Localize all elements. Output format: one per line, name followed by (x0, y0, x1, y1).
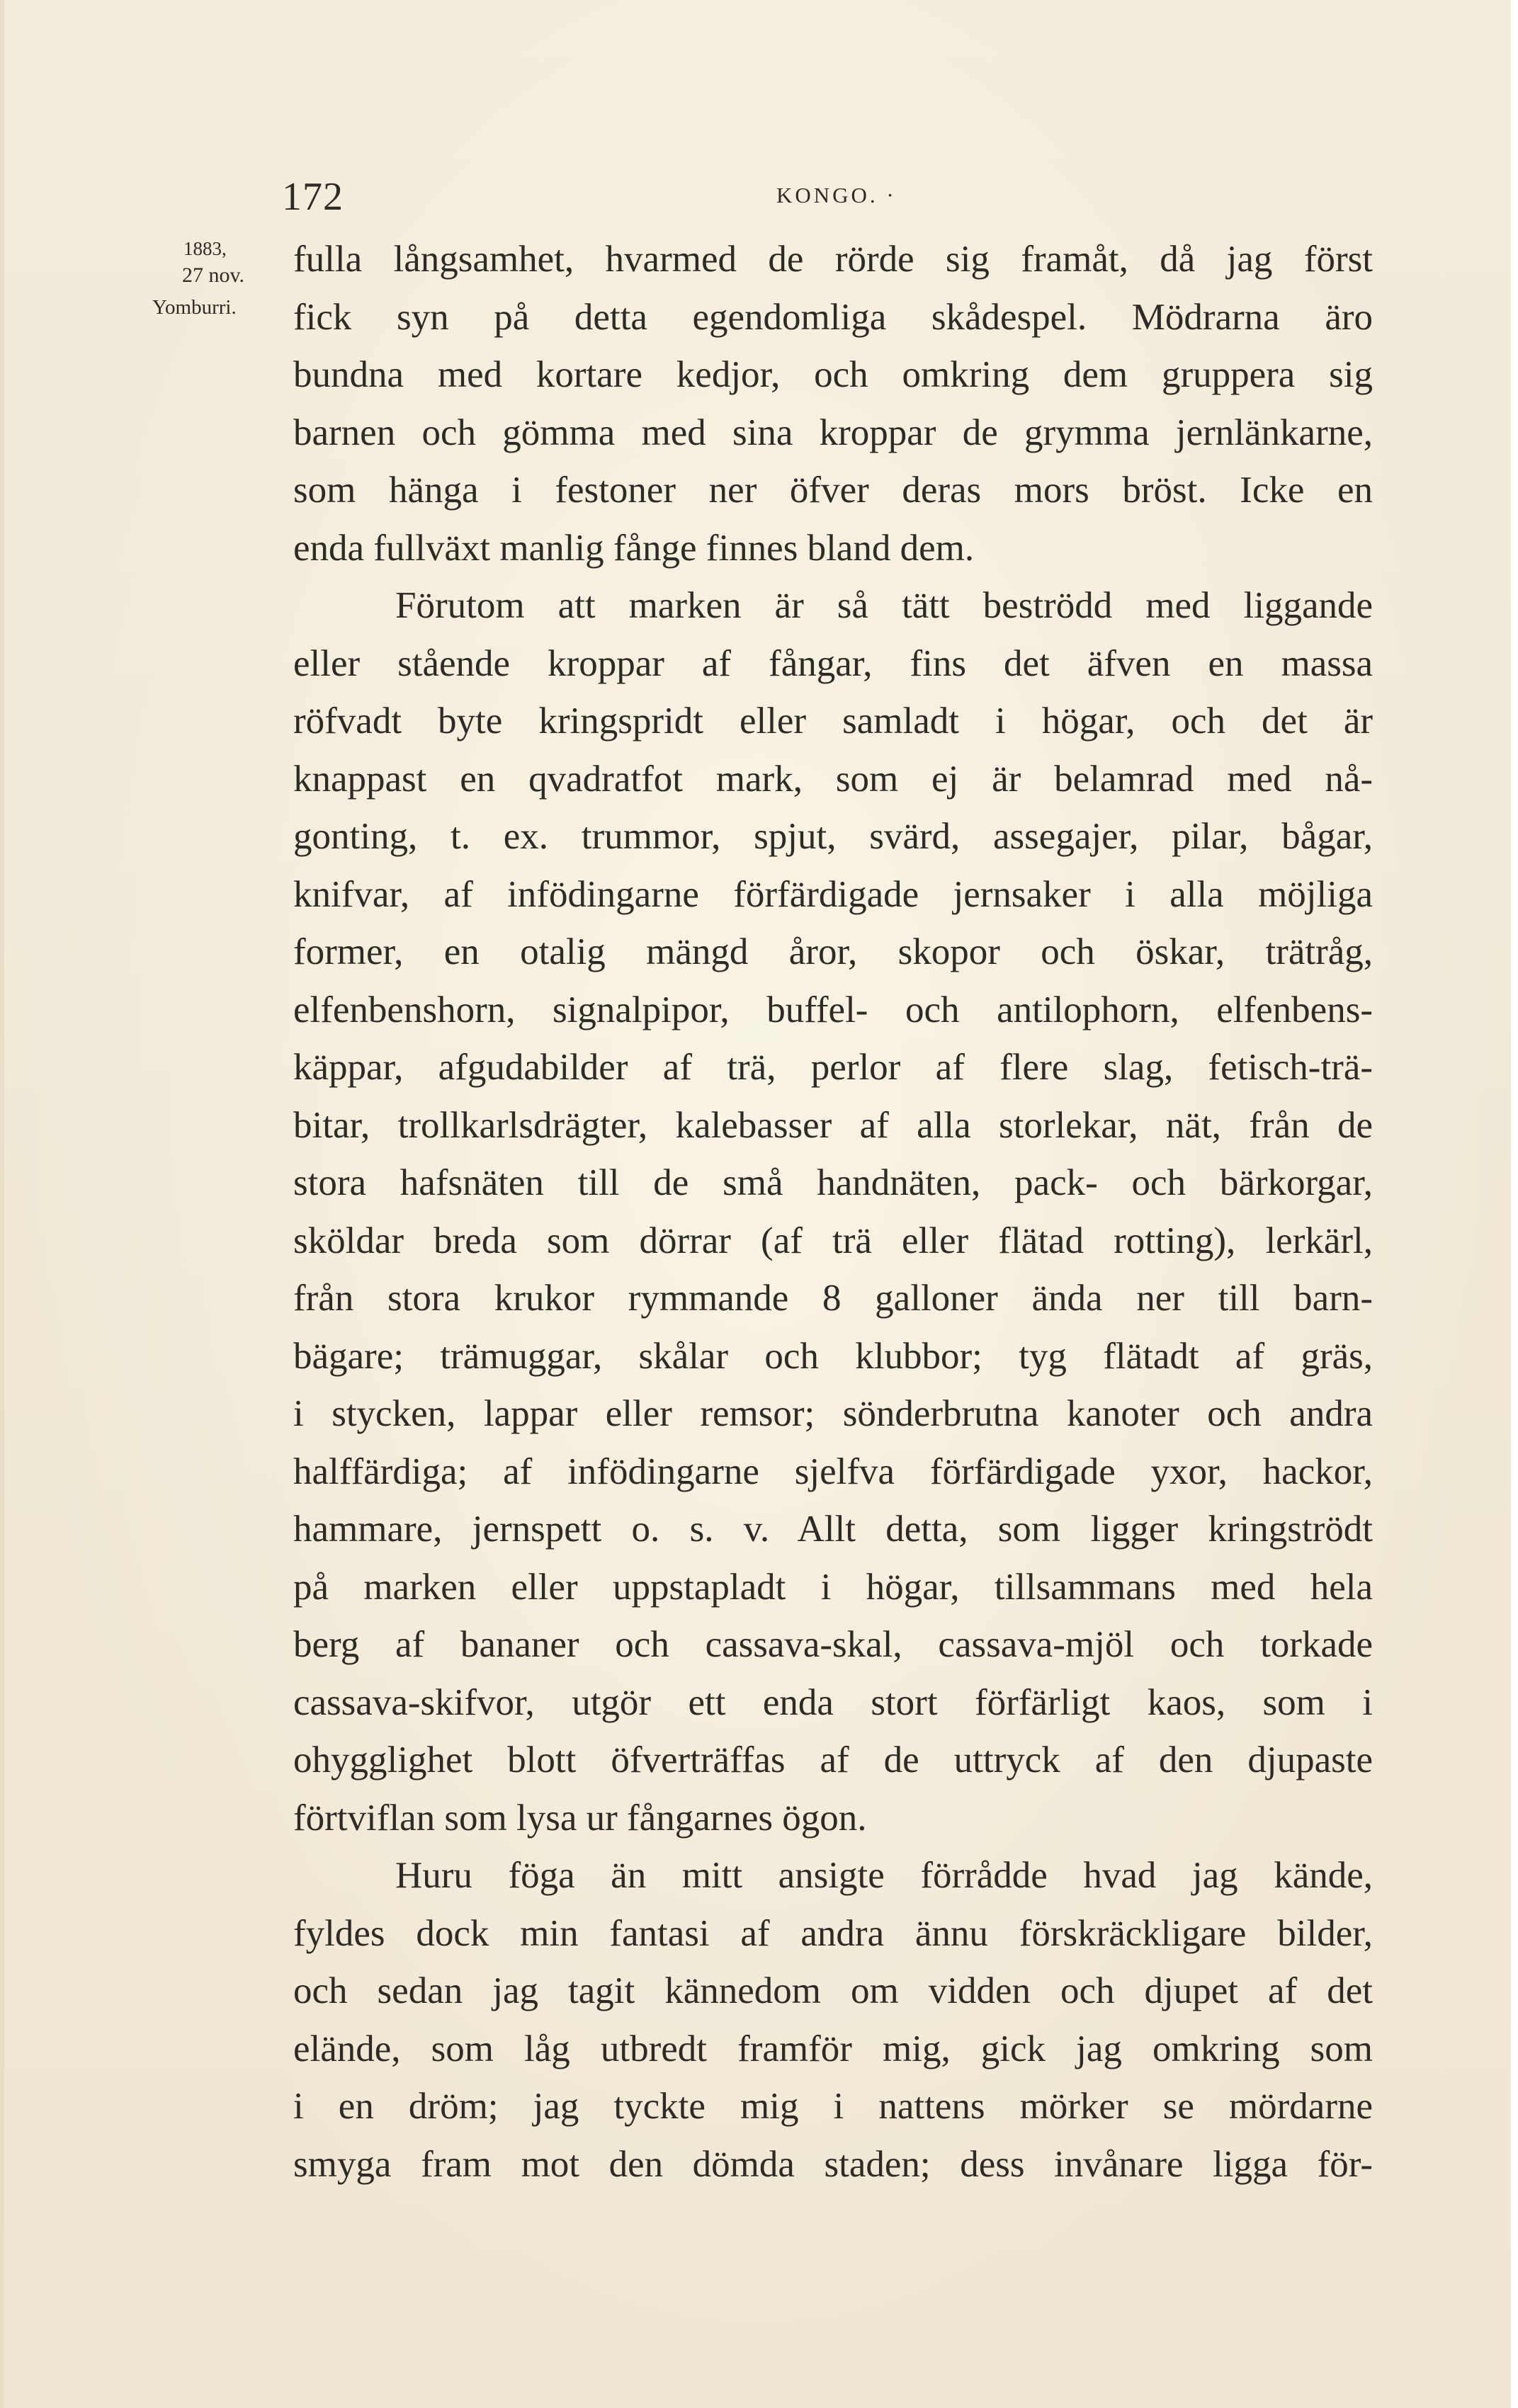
text-line: halffärdiga; af infödingarne sjelfva förfärdigade yxor, hackor, (293, 1450, 1373, 1492)
text-line: elände, som låg utbredt framför mig, gick jag omkring som (293, 2028, 1373, 2069)
text-line: på marken eller uppstapladt i högar, tillsammans med hela (293, 1566, 1373, 1608)
margin-note-place: Yomburri. (152, 296, 237, 319)
text-line: barnen och gömma med sina kroppar de grymma jernlänkarne, (293, 411, 1373, 453)
text-line: stora hafsnäten till de små handnäten, pack- och bärkorgar, (293, 1162, 1373, 1203)
text-line: bitar, trollkarlsdrägter, kalebasser af alla storlekar, nät, från de (293, 1104, 1373, 1146)
text-line: förtviflan som lysa ur fångarnes ögon. (293, 1797, 867, 1839)
text-line: som hänga i festoner ner öfver deras mors bröst. Icke en (293, 470, 1373, 511)
page-edge-left (0, 0, 4, 2408)
text-line: Förutom att marken är så tätt beströdd med liggande (395, 585, 1373, 626)
text-line: former, en otalig mängd åror, skopor och öskar, trätråg, (293, 931, 1373, 972)
text-line: käppar, afgudabilder af trä, perlor af flere slag, fetisch-trä- (293, 1047, 1373, 1088)
text-line: bägare; trämuggar, skålar och klubbor; tyg flätadt af gräs, (293, 1335, 1373, 1377)
margin-note-year: 1883, (183, 238, 227, 259)
page-number: 172 (282, 175, 344, 219)
text-line: knappast en qvadratfot mark, som ej är belamrad med nå- (293, 758, 1373, 800)
text-line: från stora krukor rymmande 8 galloner ända ner till barn- (293, 1278, 1373, 1319)
margin-note (152, 235, 294, 321)
text-line: fyldes dock min fantasi af andra ännu förskräckligare bilder, (293, 1912, 1373, 1954)
text-line: i en dröm; jag tyckte mig i nattens mörker se mördarne (293, 2086, 1373, 2127)
text-line: sköldar breda som dörrar (af trä eller flätad rotting), lerkärl, (293, 1220, 1373, 1261)
body-text (293, 231, 1373, 2193)
text-line: röfvadt byte kringspridt eller samladt i högar, och det är (293, 700, 1373, 742)
text-line: ohygglighet blott öfverträffas af de uttryck af den djupaste (293, 1739, 1373, 1781)
text-line: hammare, jernspett o. s. v. Allt detta, som ligger kringströdt (293, 1509, 1373, 1550)
text-line: enda fullväxt manlig fånge finnes bland dem. (293, 527, 975, 569)
text-line: Huru föga än mitt ansigte förrådde hvad jag kände, (395, 1855, 1373, 1896)
text-line: smyga fram mot den dömda staden; dess invånare ligga för- (293, 2143, 1373, 2185)
text-line: och sedan jag tagit kännedom om vidden och djupet af det (293, 1970, 1373, 2011)
text-line: berg af bananer och cassava-skal, cassava-mjöl och torkade (293, 1624, 1373, 1665)
text-line: cassava-skifvor, utgör ett enda stort förfärligt kaos, som i (293, 1681, 1373, 1723)
text-line: bundna med kortare kedjor, och omkring dem gruppera sig (293, 354, 1373, 395)
margin-note-date: 27 nov. (182, 263, 245, 287)
text-line: fulla långsamhet, hvarmed de rörde sig framåt, då jag först (293, 239, 1373, 280)
running-head: KONGO. · (776, 183, 897, 208)
page-edge-right (1511, 0, 1518, 2408)
text-line: fick syn på detta egendomliga skådespel. Mödrarna äro (293, 296, 1373, 338)
text-line: gonting, t. ex. trummor, spjut, svärd, assegajer, pilar, bågar, (293, 816, 1373, 857)
text-line: i stycken, lappar eller remsor; sönderbrutna kanoter och andra (293, 1393, 1373, 1434)
text-line: knifvar, af infödingarne förfärdigade jernsaker i alla möjliga (293, 873, 1373, 915)
text-line: eller stående kroppar af fångar, fins det äfven en massa (293, 642, 1373, 684)
text-line: elfenbenshorn, signalpipor, buffel- och antilophorn, elfenbens- (293, 989, 1373, 1030)
